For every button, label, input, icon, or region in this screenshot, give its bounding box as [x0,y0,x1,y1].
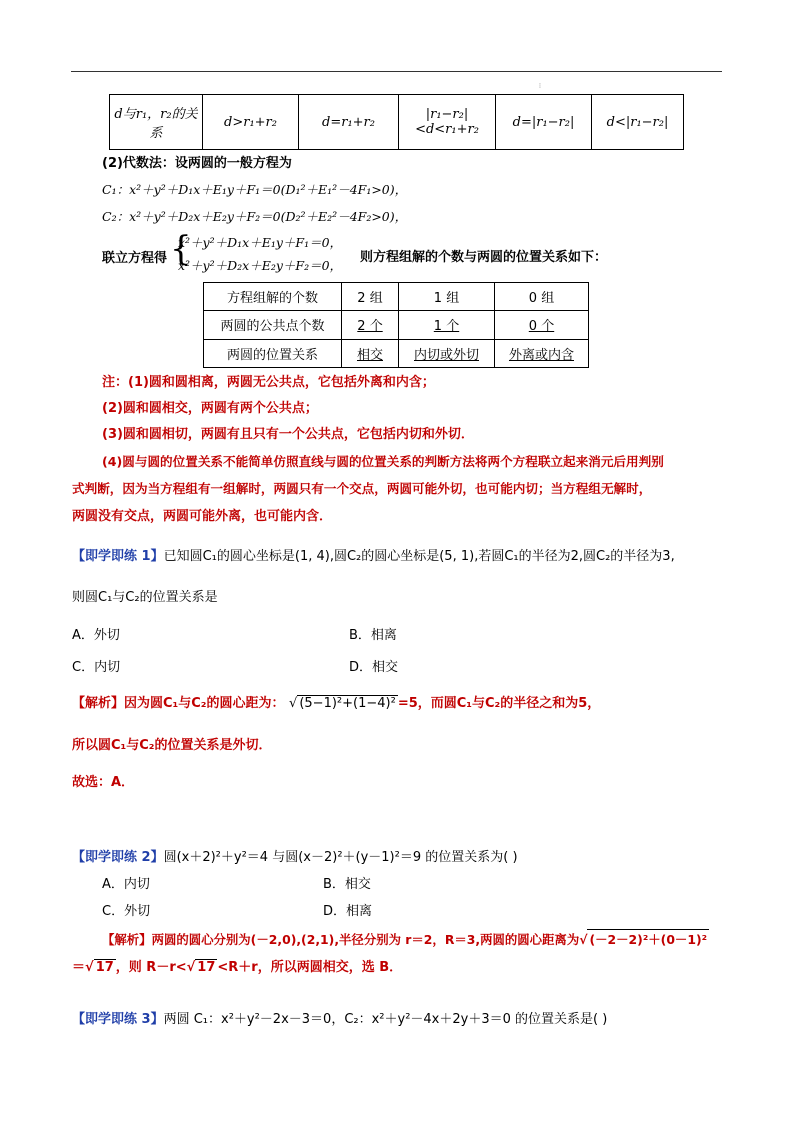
exercise-2-tag: 【即学即练 2】 [72,850,164,865]
exercise-1-option-c[interactable]: C．内切 [72,660,121,675]
note-1: 注：(1)圆和圆相离，两圆无公共点，它包括外离和内含； [102,375,435,390]
page-mark: ⁞ [539,82,541,90]
exercise-1-option-b[interactable]: B．相离 [349,628,397,643]
header-rule [71,71,722,72]
distance-relation-table [109,94,684,150]
exercise-2-option-d[interactable]: D．相离 [323,904,373,919]
t2-r3-c3: 内切或外切 [399,339,495,367]
exercise-2-sol-root17-b: 17 [197,960,216,975]
exercise-1-sol-2: 所以圆C₁与C₂的位置关系是外切． [72,738,272,753]
exercise-1-option-d[interactable]: D．相交 [349,660,399,675]
exercise-2-option-c[interactable]: C．外切 [102,904,151,919]
exercise-2-sol-tag: 【解析】 [102,932,152,947]
t2-r2-c2: 2 个 [342,311,399,339]
t2-r3-c2: 相交 [342,339,399,367]
exercise-3-question [72,1008,607,1027]
note-4c: 两圆没有交点，两圆可能外离，也可能内含． [72,509,333,524]
t2-r1-c1: 方程组解的个数 [204,283,342,311]
exercise-1-question-2: 则圆C₁与C₂的位置关系是 [72,590,218,605]
table1-cell-3: |r₁−r₂|<d<r₁+r₂ [399,95,496,150]
t2-r2-c4: 0 个 [495,311,589,339]
note-4b: 式判断，因为当方程组有一组解时，两圆只有一个交点，两圆可能外切，也可能内切；当方程组无解时， [72,481,652,496]
exercise-2-solution-2: ＝√ 17 ，则 R－r<√ 17 <R＋r，所以两圆相交，选 B． [72,960,403,975]
exercise-2-solution: 【解析】两圆的圆心分别为(－2,0),(2,1),半径分别为 r＝2，R＝3,两圆的圆心距离为√ (－2－2)²＋(0－1)² [102,929,709,948]
exercise-3-tag: 【即学即练 3】 [72,1012,164,1027]
algebra-intro: (2)代数法：设两圆的一般方程为 [102,156,292,171]
exercise-2-sol-1: 两圆的圆心分别为(－2,0),(2,1),半径分别为 r＝2，R＝3,两圆的圆心距离为 [151,932,580,947]
note-3: (3)圆和圆相切，两圆有且只有一个公共点，它包括内切和外切． [102,427,474,442]
exercise-2-option-b[interactable]: B．相交 [323,877,371,892]
exercise-1-sol-a: 因为圆C₁与C₂的圆心距为： [124,696,285,711]
exercise-2-question [72,846,518,865]
exercise-2-sol-radicand: (－2－2)²＋(0－1)² [587,929,709,948]
solution-count-table [203,282,589,368]
exercise-1-question [72,545,675,564]
exercise-1-tag: 【即学即练 1】 [72,549,164,564]
note-4a: (4)圆与圆的位置关系不能简单仿照直线与圆的位置关系的判断方法将两个方程联立起来消元后用判别 [102,454,664,469]
t2-r2-c1: 两圆的公共点个数 [204,311,342,339]
exercise-2-option-a[interactable]: A．内切 [102,877,150,892]
note-2: (2)圆和圆相交，两圆有两个公共点； [102,401,318,416]
system-label: 联立方程得 [102,251,168,266]
equation-c2: C₂：x²＋y²＋D₂x＋E₂y＋F₂＝0(D₂²＋E₂²－4F₂>0)， [102,209,408,224]
table1-cell-2: d=r₁+r₂ [299,95,399,150]
exercise-1-sol-radicand: (5−1)²+(1−4)² [299,696,396,711]
exercise-1-solution: 【解析】因为圆C₁与C₂的圆心距为： √ (5−1)²+(1−4)² =5，而圆C₁与C₂的半径之和为5， [72,696,601,711]
system-brace: { [170,229,192,269]
t2-r1-c2: 2 组 [342,283,399,311]
exercise-2-sol-root17: 17 [95,960,114,975]
exercise-2-sol-eq: ＝ [72,960,86,975]
t2-r1-c3: 1 组 [399,283,495,311]
system-eq1: x²＋y²＋D₁x＋E₁y＋F₁＝0， [178,235,343,250]
equation-c1: C₁：x²＋y²＋D₁x＋E₁y＋F₁＝0(D₁²＋E₁²－4F₁>0)， [102,182,408,197]
system-tail: 则方程组解的个数与两圆的位置关系如下： [360,250,608,265]
exercise-1-sol-c: =5，而圆C₁与C₂的半径之和为5， [397,696,601,711]
table1-cell-4: d=|r₁−r₂| [496,95,592,150]
exercise-3-text: 两圆 C₁：x²＋y²－2x－3＝0，C₂：x²＋y²－4x＋2y＋3＝0 的位置关系是( ) [163,1012,608,1027]
table1-cell-5: d<|r₁−r₂| [592,95,684,150]
t2-r2-c3: 1 个 [399,311,495,339]
t2-r3-c4: 外离或内含 [495,339,589,367]
exercise-2-sol-c: <R＋r，所以两圆相交，选 B． [217,960,403,975]
exercise-2-text: 圆(x＋2)²＋y²＝4 与圆(x－2)²＋(y－1)²＝9 的位置关系为( ) [163,850,518,865]
exercise-1-option-a[interactable]: A．外切 [72,628,120,643]
exercise-1-answer: 故选：A． [72,775,135,790]
t2-r1-c4: 0 组 [495,283,589,311]
t2-r3-c1: 两圆的位置关系 [204,339,342,367]
exercise-2-sol-b: ，则 R－r< [115,960,187,975]
exercise-1-sol-tag: 【解析】 [72,696,125,711]
table1-cell-1: d>r₁+r₂ [203,95,299,150]
system-eq2: x²＋y²＋D₂x＋E₂y＋F₂＝0， [178,258,343,273]
table1-header: d与r₁，r₂的关系 [110,95,203,150]
exercise-1-text: 已知圆C₁的圆心坐标是(1, 4),圆C₂的圆心坐标是(5, 1),若圆C₁的半径为2,圆C₂的半径为3, [163,549,675,564]
